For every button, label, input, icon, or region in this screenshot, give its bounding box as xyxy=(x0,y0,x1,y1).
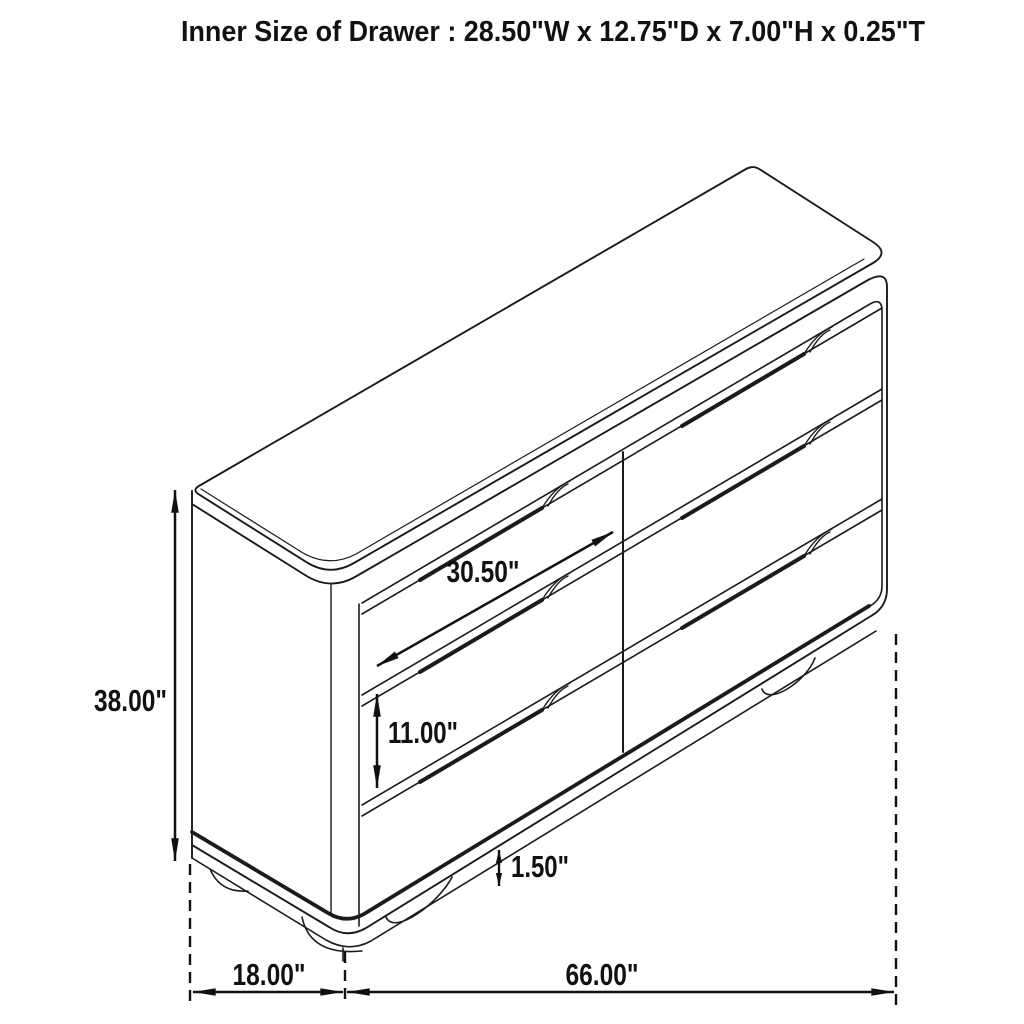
dimension-drawer-height xyxy=(377,694,458,788)
plinth-bottom-line xyxy=(192,631,876,947)
dresser-drawing xyxy=(192,167,887,961)
dimension-width xyxy=(347,957,894,992)
front-right-leg xyxy=(762,658,815,695)
case-outline xyxy=(192,276,887,933)
drawer-handle-right-2 xyxy=(682,419,832,518)
dimension-depth xyxy=(193,957,343,992)
dimension-label-drawer-width: 30.50" xyxy=(446,554,520,589)
drawer-width-arrow xyxy=(377,532,613,666)
front-left-leg xyxy=(386,877,452,923)
drawer-handle-right-1 xyxy=(682,327,832,426)
dimension-label-base-height: 1.50" xyxy=(511,849,569,884)
dimension-label-depth: 18.00" xyxy=(232,957,306,992)
dimension-annotations xyxy=(94,490,896,1006)
dimension-height xyxy=(94,490,175,861)
dimension-label-height: 38.00" xyxy=(94,683,167,718)
drawer-handle-right-3 xyxy=(682,529,832,628)
dimension-label-width: 66.00" xyxy=(565,957,639,992)
diagram-title: Inner Size of Drawer : 28.50"W x 12.75"D x 7.00"H x 0.25"T xyxy=(181,16,926,48)
dimension-label-drawer-height: 11.00" xyxy=(388,715,458,750)
dimension-drawer-width xyxy=(377,532,613,666)
dimension-base-height xyxy=(499,849,569,886)
